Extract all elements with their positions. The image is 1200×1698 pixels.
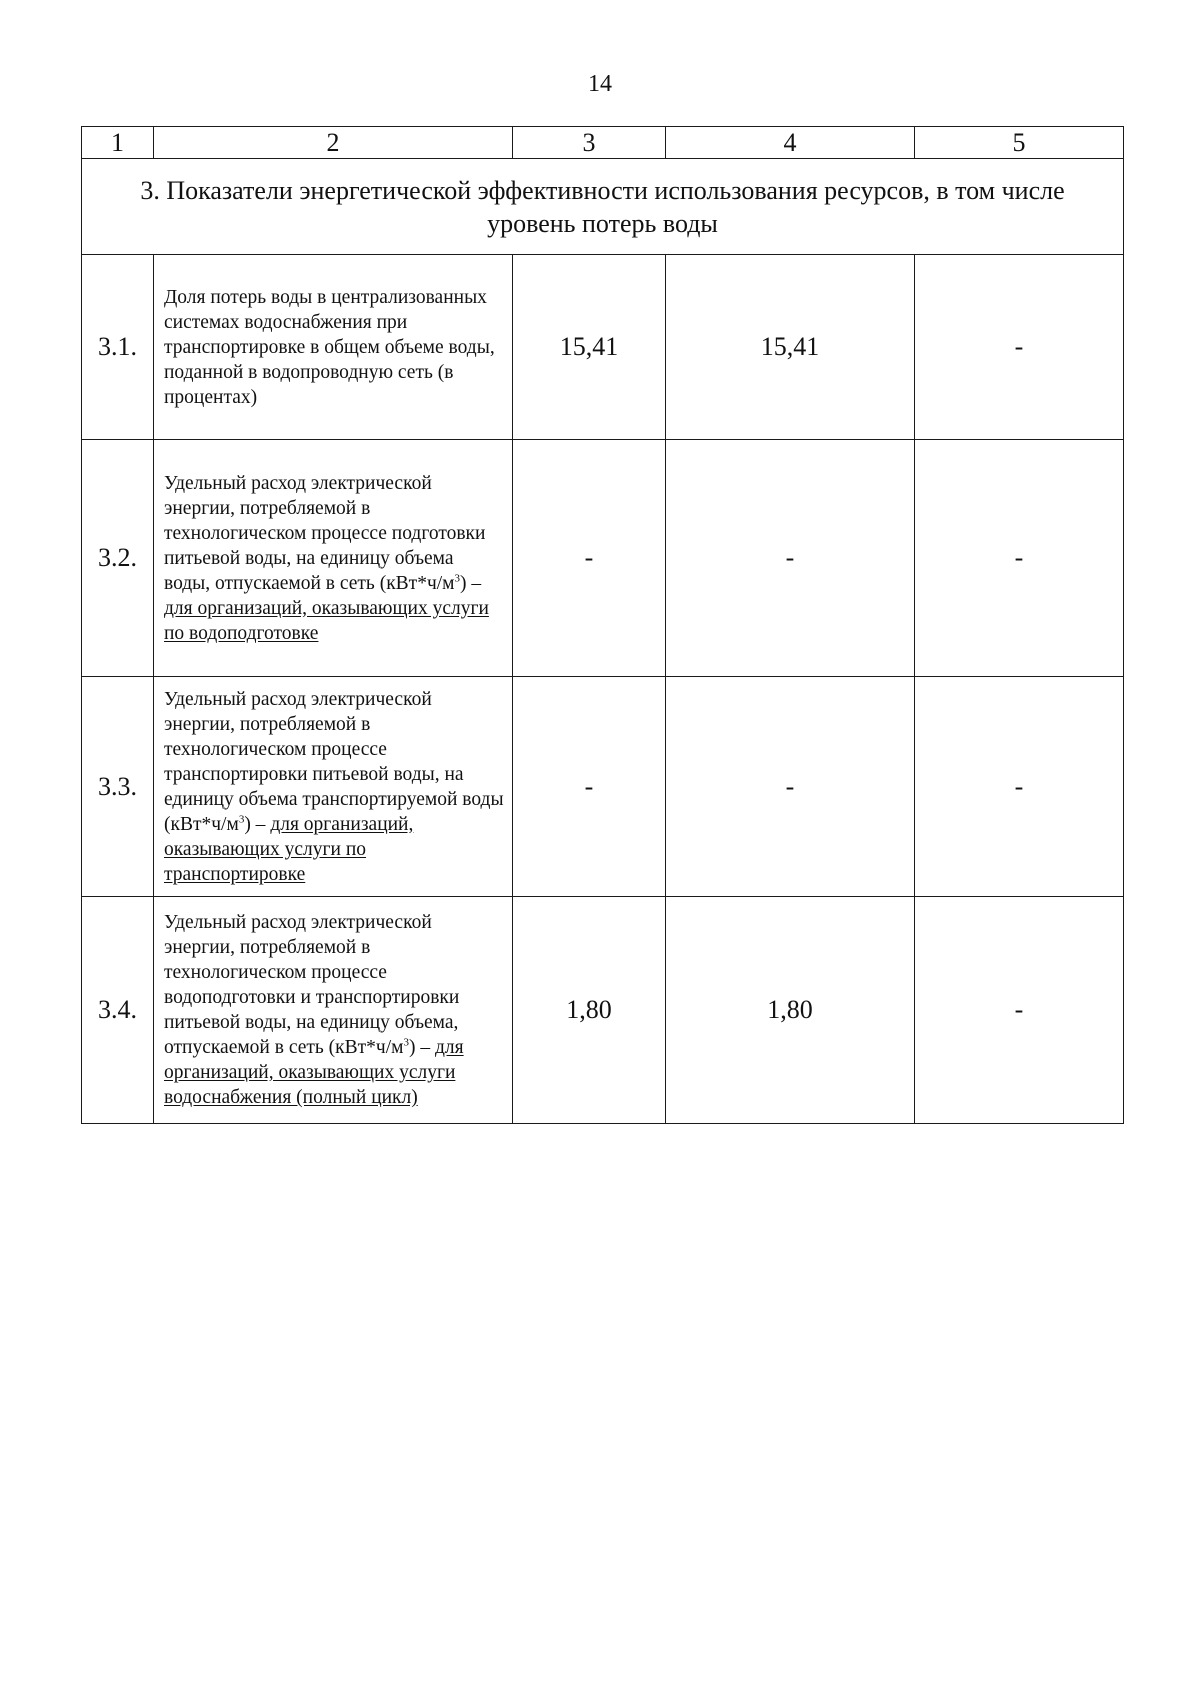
value-col-3: 15,41	[513, 255, 666, 440]
value-col-4: -	[666, 677, 915, 897]
value-col-5: -	[915, 897, 1124, 1124]
description-text: Доля потерь воды в централизованных системах водоснабжения при транспортировке в общем объеме воды, поданной в водопроводную сеть (в процентах)	[164, 286, 495, 408]
row-number: 3.3.	[82, 677, 154, 897]
header-cell-5: 5	[915, 127, 1124, 159]
header-cell-2: 2	[154, 127, 513, 159]
indicators-table	[81, 126, 1124, 1124]
value-col-4: 15,41	[666, 255, 915, 440]
underlined-note: для организаций, оказывающих услуги по водоподготовке	[164, 597, 489, 644]
row-number: 3.2.	[82, 440, 154, 677]
description-text: Удельный расход электрической энергии, потребляемой в технологическом процессе транспортировки питьевой воды, на единицу объема транспортируемой воды	[164, 688, 504, 810]
row-description	[154, 677, 513, 897]
page-number: 14	[588, 71, 612, 97]
table-row	[82, 897, 1124, 1124]
value-col-5: -	[915, 255, 1124, 440]
row-number: 3.4.	[82, 897, 154, 1124]
unit-suffix: ) –	[244, 813, 271, 835]
unit-suffix: ) –	[460, 572, 482, 594]
unit-superscript: 3	[454, 572, 461, 584]
header-cell-1: 1	[82, 127, 154, 159]
value-col-4: 1,80	[666, 897, 915, 1124]
description-text: Удельный расход электрической энергии, потребляемой в технологическом процессе подготовки питьевой воды, на единицу объема воды, отпускаемой в сеть	[164, 472, 486, 594]
value-col-3: -	[513, 440, 666, 677]
value-col-3: -	[513, 677, 666, 897]
unit-superscript: 3	[238, 813, 245, 825]
row-description	[154, 255, 513, 440]
section-title-row	[82, 159, 1124, 255]
row-number: 3.1.	[82, 255, 154, 440]
header-cell-3: 3	[513, 127, 666, 159]
header-cell-4: 4	[666, 127, 915, 159]
value-col-5: -	[915, 440, 1124, 677]
unit-superscript: 3	[403, 1036, 409, 1049]
section-title: 3. Показатели энергетической эффективности использования ресурсов, в том числе уровень потерь воды	[82, 159, 1124, 255]
table-row	[82, 255, 1124, 440]
table-row	[82, 677, 1124, 897]
description-text: Удельный расход электрической энергии, потребляемой в технологическом процессе водоподготовки и транспортировки питьевой воды, на единицу объема, отпускаемой в сеть	[164, 912, 460, 1058]
unit-prefix: (кВт*ч/м	[374, 572, 455, 594]
underlined-note: для организаций, оказывающих услуги по транспортировке	[164, 813, 414, 885]
row-description	[154, 897, 513, 1124]
value-col-3: 1,80	[513, 897, 666, 1124]
table-row	[82, 440, 1124, 677]
table-header-row	[82, 127, 1124, 159]
value-col-4: -	[666, 440, 915, 677]
unit-prefix: (кВт*ч/м	[164, 813, 239, 835]
unit-prefix: (кВт*ч/м	[323, 1037, 404, 1058]
unit-suffix: ) –	[408, 1037, 435, 1058]
row-description	[154, 440, 513, 677]
underlined-note: для организаций, оказывающих услуги водоснабжения (полный цикл)	[164, 1037, 464, 1108]
value-col-5: -	[915, 677, 1124, 897]
